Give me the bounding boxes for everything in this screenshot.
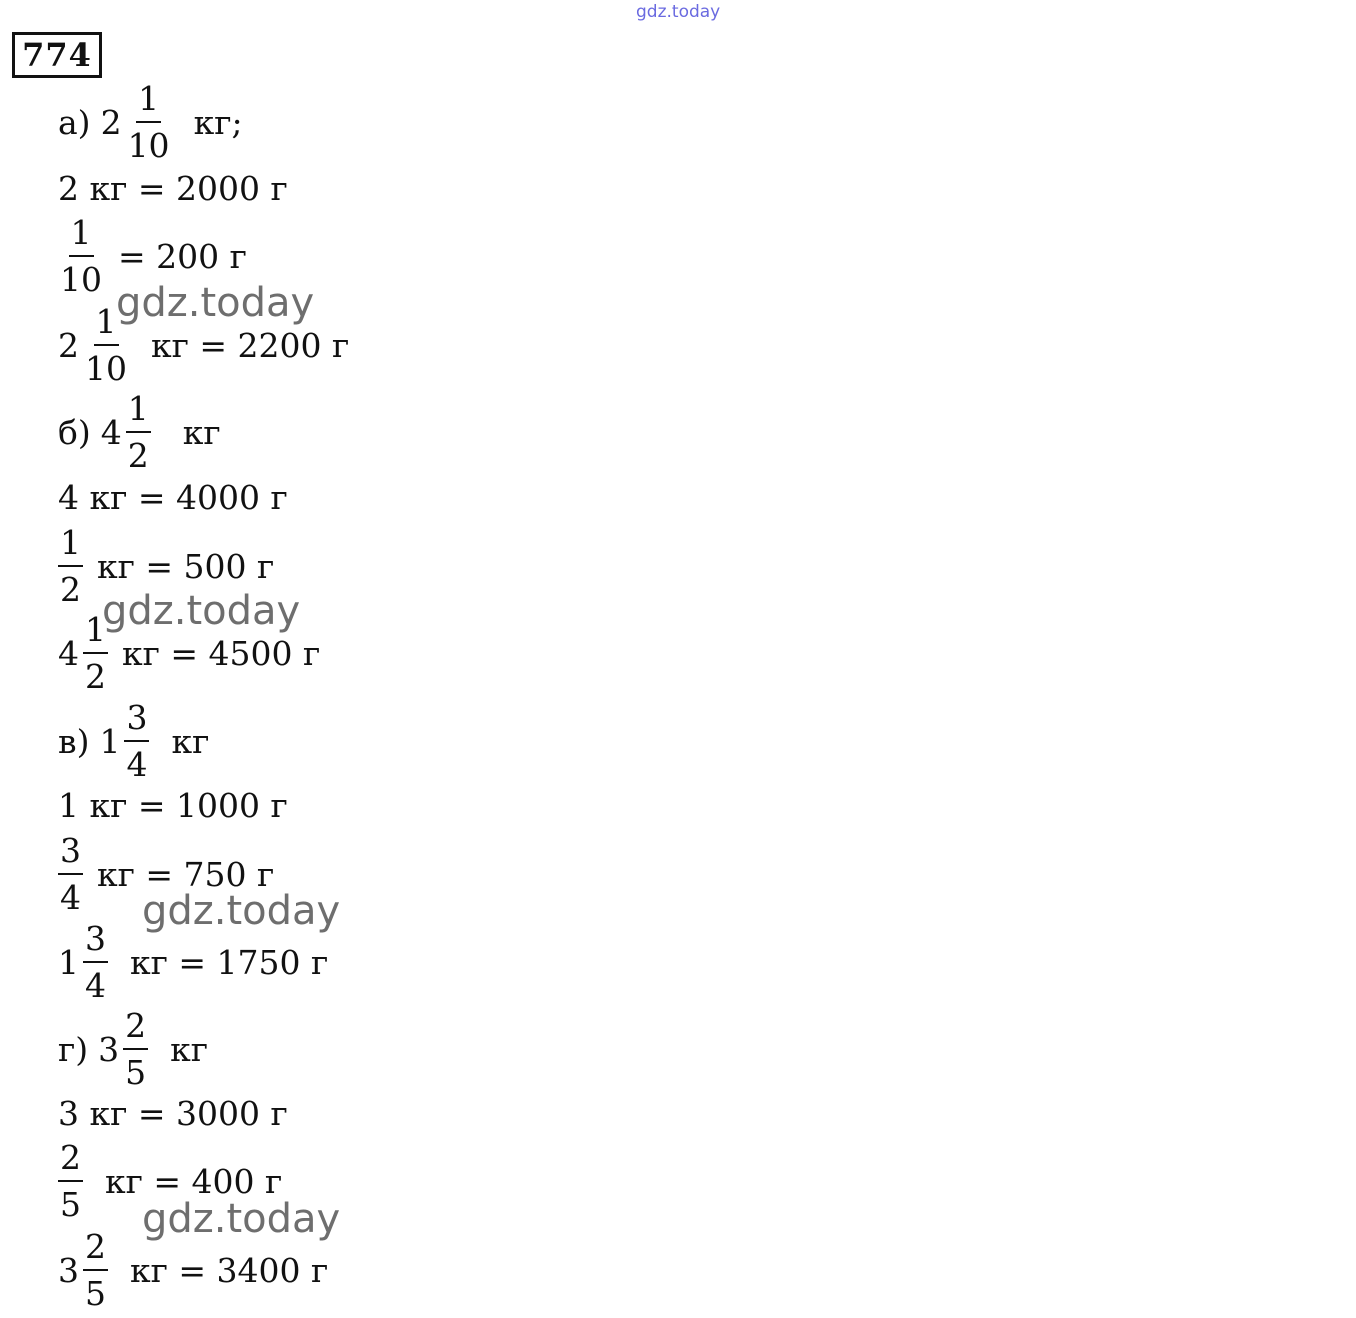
fraction: $\frac{1}{2}$	[85, 610, 106, 696]
equation-text: 4 кг = 4000 г	[58, 477, 288, 517]
watermark-text: gdz.today	[142, 1196, 341, 1242]
part-label: в)	[58, 721, 90, 761]
whole-number: 3	[98, 1029, 120, 1069]
equation-text: 1 кг = 1000 г	[58, 785, 288, 825]
task-number: 774	[12, 32, 102, 78]
unit: кг;	[193, 102, 243, 142]
equation-text: 3 кг = 3000 г	[58, 1093, 288, 1133]
part-b-header	[58, 389, 221, 475]
part-c-header	[58, 698, 210, 784]
fraction: $\frac{2}{5}$	[85, 1227, 106, 1313]
whole-number: 4	[100, 412, 122, 452]
equation-text: кг = 400 г	[105, 1161, 283, 1201]
part-d-header	[58, 1006, 209, 1092]
part-label: б)	[58, 412, 91, 452]
whole-number: 3	[58, 1250, 79, 1290]
whole-number: 1	[99, 721, 121, 761]
watermark-text: gdz.today	[102, 588, 301, 634]
equation-text: 2 кг = 2000 г	[58, 168, 288, 208]
equation-text: кг = 500 г	[97, 546, 275, 586]
top-watermark: gdz.today	[636, 2, 721, 22]
part-a-header	[58, 79, 243, 165]
watermark-text: gdz.today	[142, 888, 341, 934]
fraction: $\frac{2}{5}$	[60, 1138, 81, 1224]
part-d-result	[58, 1227, 329, 1313]
part-c-result	[58, 919, 329, 1005]
whole-number: 2	[58, 325, 79, 365]
fraction: $\frac{3}{4}$	[60, 831, 81, 917]
whole-number: 4	[58, 633, 79, 673]
fraction: $\frac{3}{4}$	[126, 698, 148, 784]
fraction: $\frac{1}{2}$	[60, 523, 81, 609]
part-d-line2	[58, 1079, 288, 1147]
fraction: $\frac{1}{10}$	[60, 213, 102, 299]
part-label: а)	[58, 102, 91, 142]
fraction: $\frac{1}{10}$	[85, 302, 127, 388]
watermark-text: gdz.today	[116, 280, 315, 326]
part-label: г)	[58, 1029, 89, 1069]
part-a-line2	[58, 154, 288, 222]
equation-text: кг = 2200 г	[151, 325, 350, 365]
unit: кг	[171, 721, 210, 761]
equation-text: кг = 3400 г	[130, 1250, 329, 1290]
whole-number: 2	[100, 102, 122, 142]
part-b-line2	[58, 463, 288, 531]
unit: кг	[170, 1029, 209, 1069]
fraction: $\frac{1}{10}$	[127, 79, 170, 165]
equation-text: = 200 г	[118, 236, 247, 276]
equation-text: кг = 750 г	[97, 854, 275, 894]
unit: кг	[182, 412, 221, 452]
equation-text: кг = 4500 г	[122, 633, 321, 673]
whole-number: 1	[58, 942, 79, 982]
fraction: $\frac{3}{4}$	[85, 919, 106, 1005]
fraction: $\frac{1}{2}$	[127, 389, 149, 475]
part-c-line2	[58, 771, 288, 839]
fraction: $\frac{2}{5}$	[125, 1006, 147, 1092]
equation-text: кг = 1750 г	[130, 942, 329, 982]
